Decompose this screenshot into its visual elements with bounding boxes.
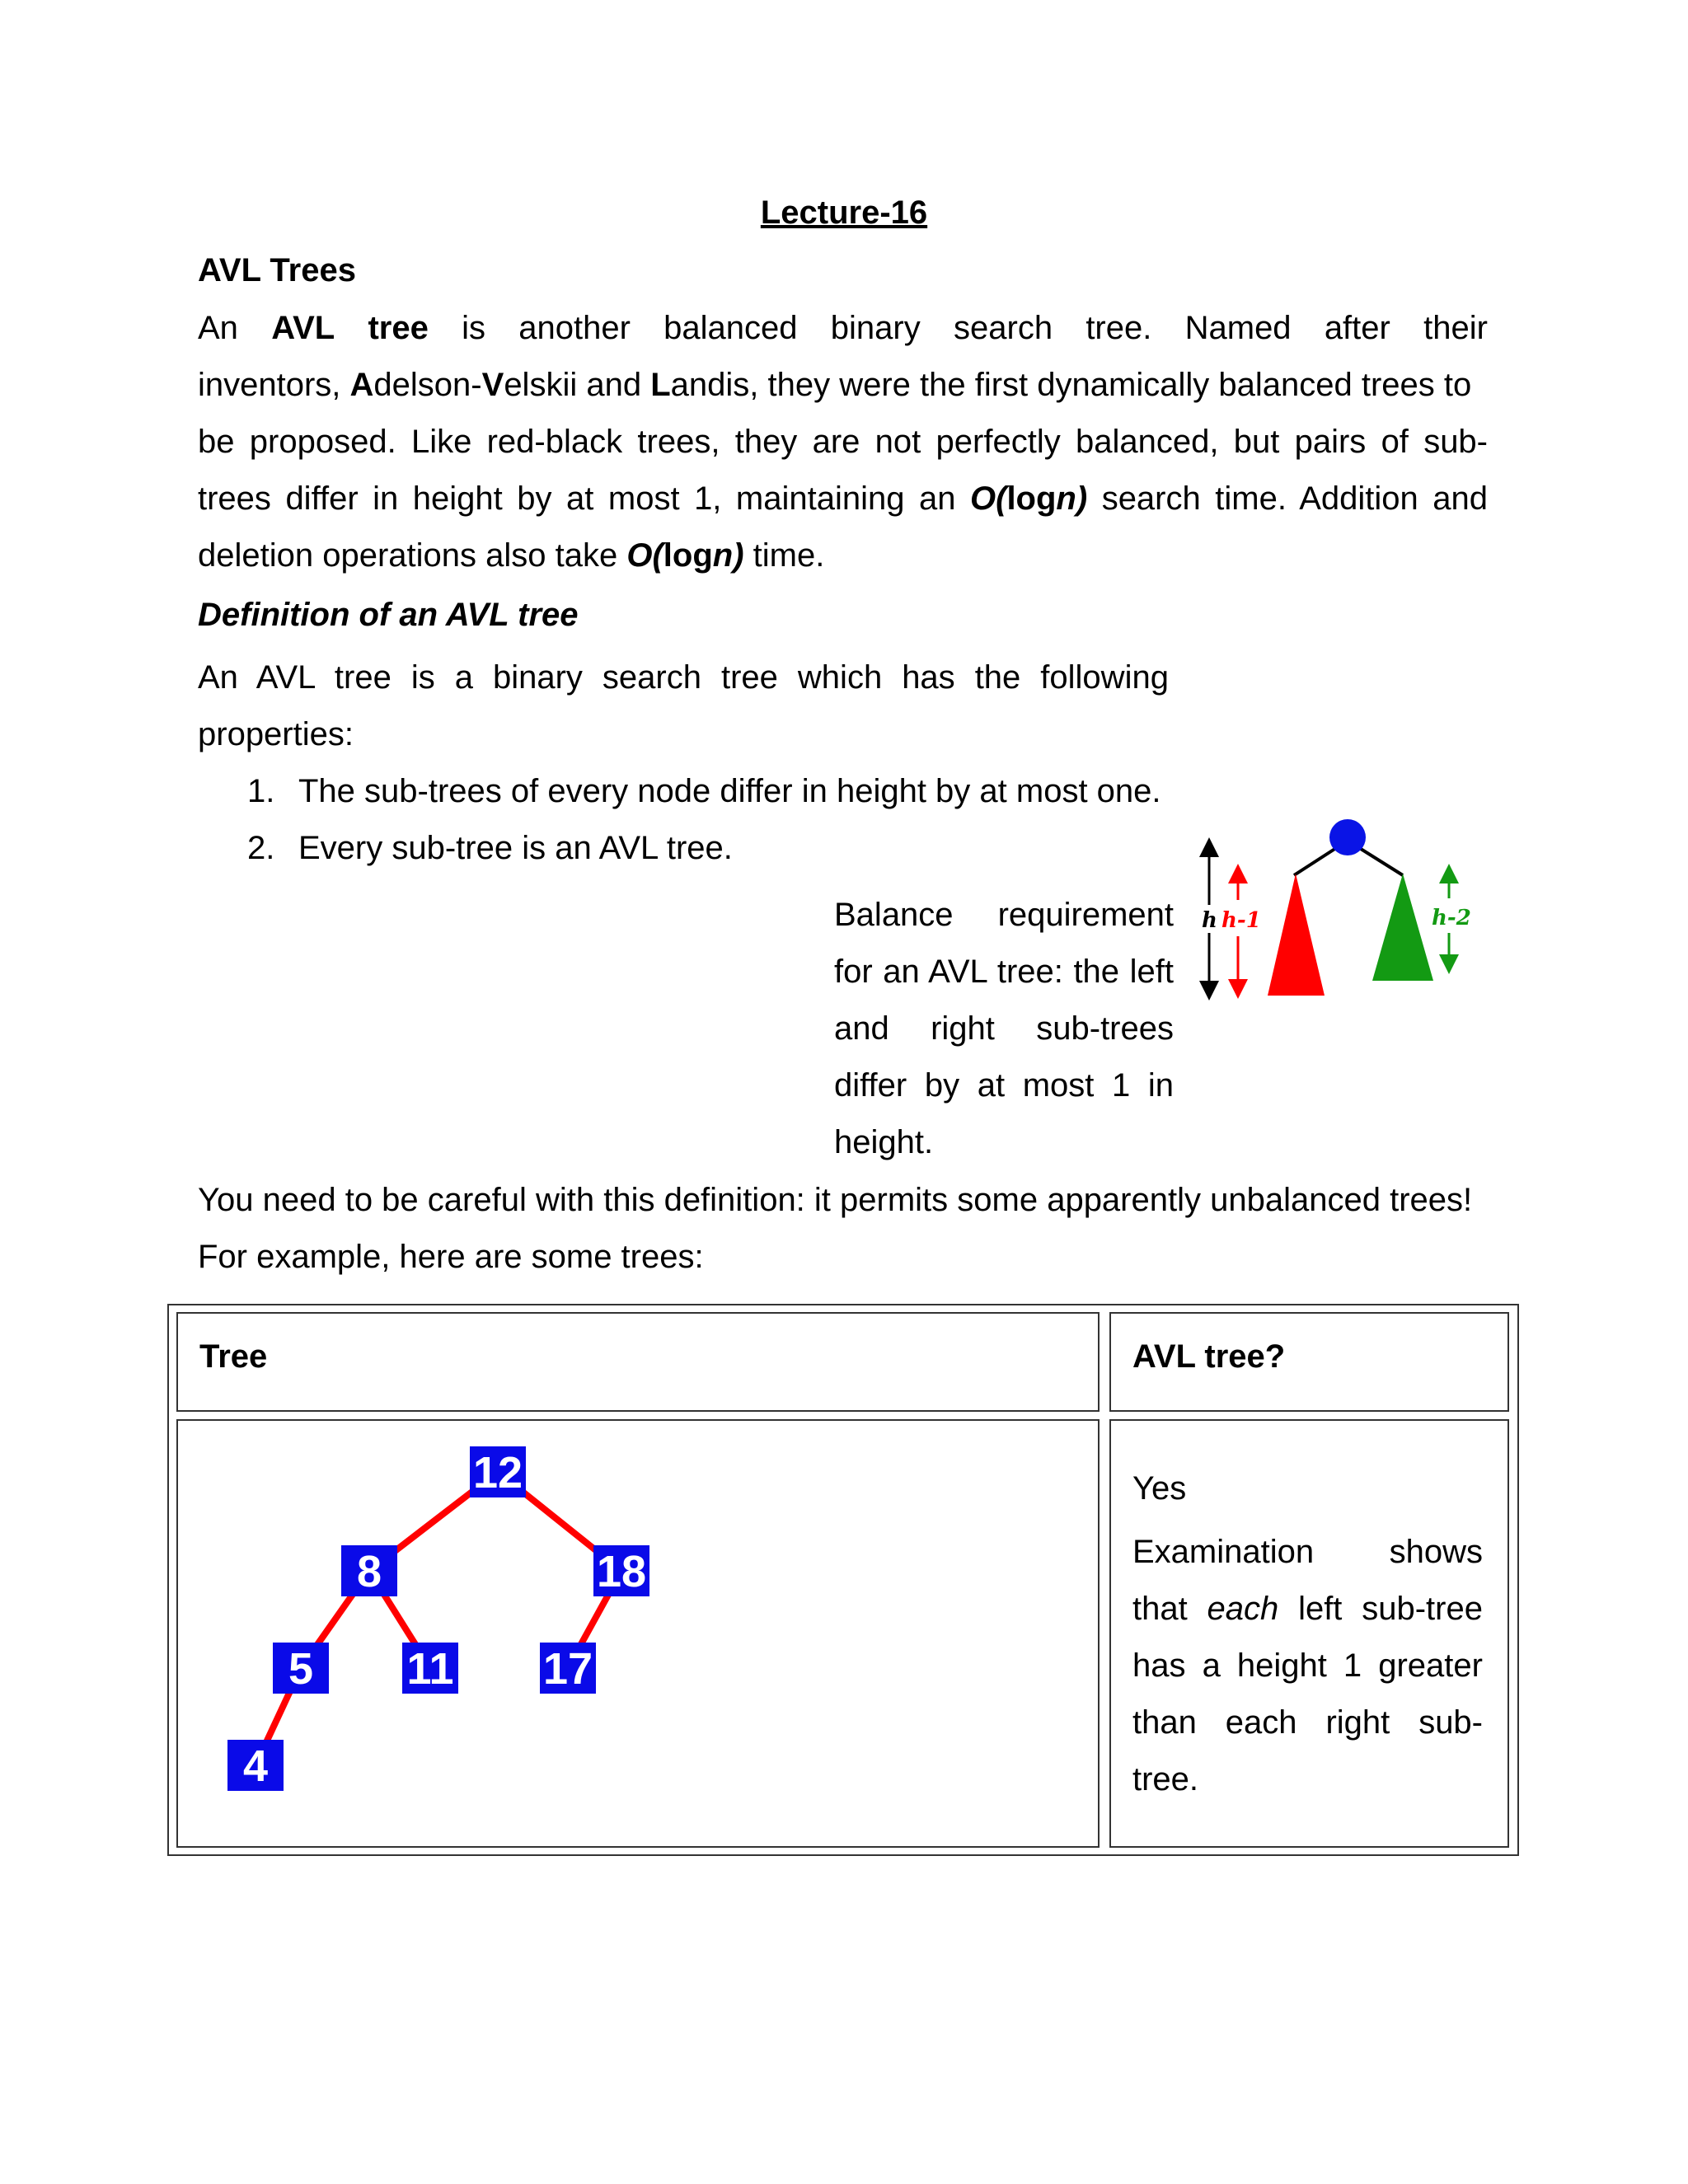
- word: binary: [492, 659, 583, 696]
- word: has: [1132, 1647, 1186, 1684]
- text: andis, they were the first dynamically balanced trees to: [670, 367, 1472, 403]
- text: elskii and: [504, 367, 651, 403]
- word: left: [1129, 954, 1174, 990]
- word: are: [812, 424, 860, 460]
- caption-line: [834, 897, 1174, 934]
- word: sub-: [1418, 1704, 1483, 1741]
- word: pairs: [1294, 424, 1367, 460]
- complexity-o: O(: [626, 537, 663, 574]
- right-subtree-triangle: [1372, 874, 1433, 981]
- word: trees,: [637, 424, 720, 460]
- explanation-line: [1132, 1534, 1483, 1571]
- caption-line: [834, 954, 1174, 991]
- complexity-ologn: [970, 480, 1087, 517]
- node-label: 8: [356, 1547, 382, 1596]
- word: tree.: [1132, 1761, 1199, 1797]
- word: sub-trees: [1036, 1010, 1174, 1047]
- word: a: [454, 659, 473, 696]
- explanation-line: [1132, 1704, 1483, 1741]
- label-h: h: [1202, 908, 1217, 933]
- word: AVL: [256, 659, 315, 696]
- intro-line-1: [198, 310, 1488, 347]
- left-subtree-triangle: [1268, 874, 1325, 996]
- word: differ: [285, 480, 359, 517]
- word: requirement: [997, 897, 1174, 933]
- complexity-n: n): [712, 537, 744, 574]
- word: not: [874, 424, 921, 460]
- caption-line: [834, 1067, 1174, 1104]
- word: red-black: [486, 424, 623, 460]
- word: but: [1233, 424, 1280, 460]
- word: Examination: [1132, 1534, 1315, 1570]
- explanation-line: [1132, 1761, 1198, 1798]
- word: 1: [1112, 1067, 1131, 1104]
- word: left: [1298, 1591, 1343, 1627]
- complexity-log: log: [1006, 480, 1057, 517]
- word: an: [919, 480, 956, 517]
- header-tree: Tree: [199, 1338, 268, 1375]
- complexity-o: O(: [970, 480, 1007, 517]
- label-h-2: h-2: [1432, 906, 1471, 930]
- emphasis-each: each: [1207, 1591, 1279, 1627]
- explanation-line: [1132, 1647, 1483, 1685]
- word: tree:: [996, 954, 1063, 990]
- list-number: 1.: [247, 773, 275, 809]
- word: and: [1432, 480, 1489, 517]
- word: height: [1236, 1647, 1327, 1684]
- caption-line: [834, 1010, 1174, 1047]
- list-text: Every sub-tree is an AVL tree.: [298, 830, 733, 866]
- definition-line-1: [198, 659, 1169, 696]
- node-label: 5: [288, 1644, 314, 1694]
- text: time.: [743, 537, 825, 574]
- word: height: [412, 480, 503, 517]
- word: Named: [1184, 310, 1292, 346]
- word: trees: [198, 480, 271, 517]
- word: proposed.: [249, 424, 396, 460]
- word: they: [734, 424, 798, 460]
- word: has: [902, 659, 955, 696]
- complexity-n: n): [1056, 480, 1088, 517]
- text: deletion operations also take: [198, 537, 627, 574]
- word: 1,: [694, 480, 722, 517]
- word: at: [977, 1067, 1006, 1104]
- node-label: 18: [596, 1547, 647, 1596]
- word: search: [1101, 480, 1201, 517]
- word: sub-: [1423, 424, 1488, 460]
- definition-line-2: properties:: [198, 716, 354, 752]
- text: inventors,: [198, 367, 350, 403]
- word: An: [198, 659, 238, 696]
- word: which: [797, 659, 883, 696]
- word: a: [1202, 1647, 1221, 1684]
- word: Addition: [1299, 480, 1418, 517]
- word: search: [602, 659, 701, 696]
- word: by: [924, 1067, 960, 1104]
- word: that: [1132, 1591, 1188, 1627]
- word: the: [1073, 954, 1120, 990]
- list-text: The sub-trees of every node differ in height by at most one.: [298, 773, 1161, 809]
- list-number: 2.: [247, 830, 275, 866]
- explanation-line: [1132, 1591, 1483, 1628]
- text: delson-: [373, 367, 482, 403]
- word: tree: [720, 659, 778, 696]
- word: right: [1325, 1704, 1390, 1741]
- word: An: [198, 310, 238, 346]
- word: maintaining: [735, 480, 905, 517]
- node-label: 17: [542, 1644, 593, 1694]
- label-h-1: h-1: [1221, 908, 1261, 933]
- word: binary: [830, 310, 921, 346]
- node-label: 4: [242, 1741, 269, 1791]
- list-item: [247, 830, 733, 867]
- word: most: [607, 480, 680, 517]
- word: each: [1225, 1704, 1297, 1741]
- intro-line-5: [198, 537, 824, 574]
- word: 1: [1343, 1647, 1362, 1684]
- root-node: [1329, 819, 1366, 855]
- intro-line-2: [198, 367, 1471, 404]
- word: Like: [410, 424, 472, 460]
- word: time.: [1215, 480, 1287, 517]
- intro-line-4: [198, 480, 1488, 518]
- word: most: [1022, 1067, 1095, 1104]
- word: is: [462, 310, 485, 346]
- section-title: AVL Trees: [198, 252, 356, 288]
- initial-l: L: [650, 367, 671, 403]
- word: tree.: [1085, 310, 1152, 346]
- node-label: 12: [472, 1448, 523, 1497]
- word: perfectly: [935, 424, 1061, 460]
- word: at: [566, 480, 594, 517]
- list-item: [247, 773, 1161, 810]
- word: is: [410, 659, 435, 696]
- warning-line-1: You need to be careful with this definition: it permits some apparently unbalanced trees!: [198, 1182, 1473, 1218]
- word: right: [931, 1010, 995, 1047]
- term-avl: AVL: [271, 310, 335, 346]
- definition-heading: Definition of an AVL tree: [198, 597, 579, 633]
- node-label: 11: [406, 1644, 454, 1694]
- word: in: [373, 480, 399, 517]
- word: differ: [834, 1067, 907, 1104]
- word: after: [1324, 310, 1390, 346]
- word: following: [1040, 659, 1169, 696]
- answer-yes: Yes: [1132, 1470, 1187, 1507]
- intro-line-3: [198, 424, 1488, 461]
- term-tree: tree: [368, 310, 429, 346]
- word: be: [198, 424, 235, 460]
- word: greater: [1378, 1647, 1483, 1684]
- balance-diagram: [1187, 816, 1484, 1014]
- complexity-log: log: [663, 537, 713, 574]
- word: balanced: [663, 310, 798, 346]
- word: in: [1147, 1067, 1175, 1104]
- word: and: [834, 1010, 889, 1047]
- answer-cell: [1109, 1419, 1509, 1848]
- warning-line-2: For example, here are some trees:: [198, 1239, 704, 1275]
- word: of: [1381, 424, 1409, 460]
- word: search: [954, 310, 1053, 346]
- header-avl: AVL tree?: [1132, 1338, 1286, 1375]
- word: sub-tree: [1362, 1591, 1483, 1627]
- tree-cell: [176, 1419, 1100, 1848]
- initial-a: A: [349, 367, 374, 403]
- word: shows: [1389, 1534, 1483, 1570]
- word: tree: [334, 659, 392, 696]
- word: the: [974, 659, 1021, 696]
- caption-line: [834, 1124, 933, 1161]
- example-tree: [178, 1421, 1098, 1846]
- initial-v: V: [481, 367, 504, 403]
- word: than: [1132, 1704, 1197, 1741]
- word: by: [517, 480, 552, 517]
- word: another: [518, 310, 631, 346]
- word: height.: [834, 1124, 934, 1160]
- lecture-title: Lecture-16: [760, 194, 928, 231]
- word: AVL: [928, 954, 987, 990]
- word: for: [834, 954, 873, 990]
- word: their: [1423, 310, 1488, 346]
- word: an: [883, 954, 920, 990]
- header-cell-tree: [176, 1312, 1100, 1412]
- header-cell-avl: [1109, 1312, 1509, 1412]
- word: balanced,: [1075, 424, 1219, 460]
- word: Balance: [834, 897, 954, 933]
